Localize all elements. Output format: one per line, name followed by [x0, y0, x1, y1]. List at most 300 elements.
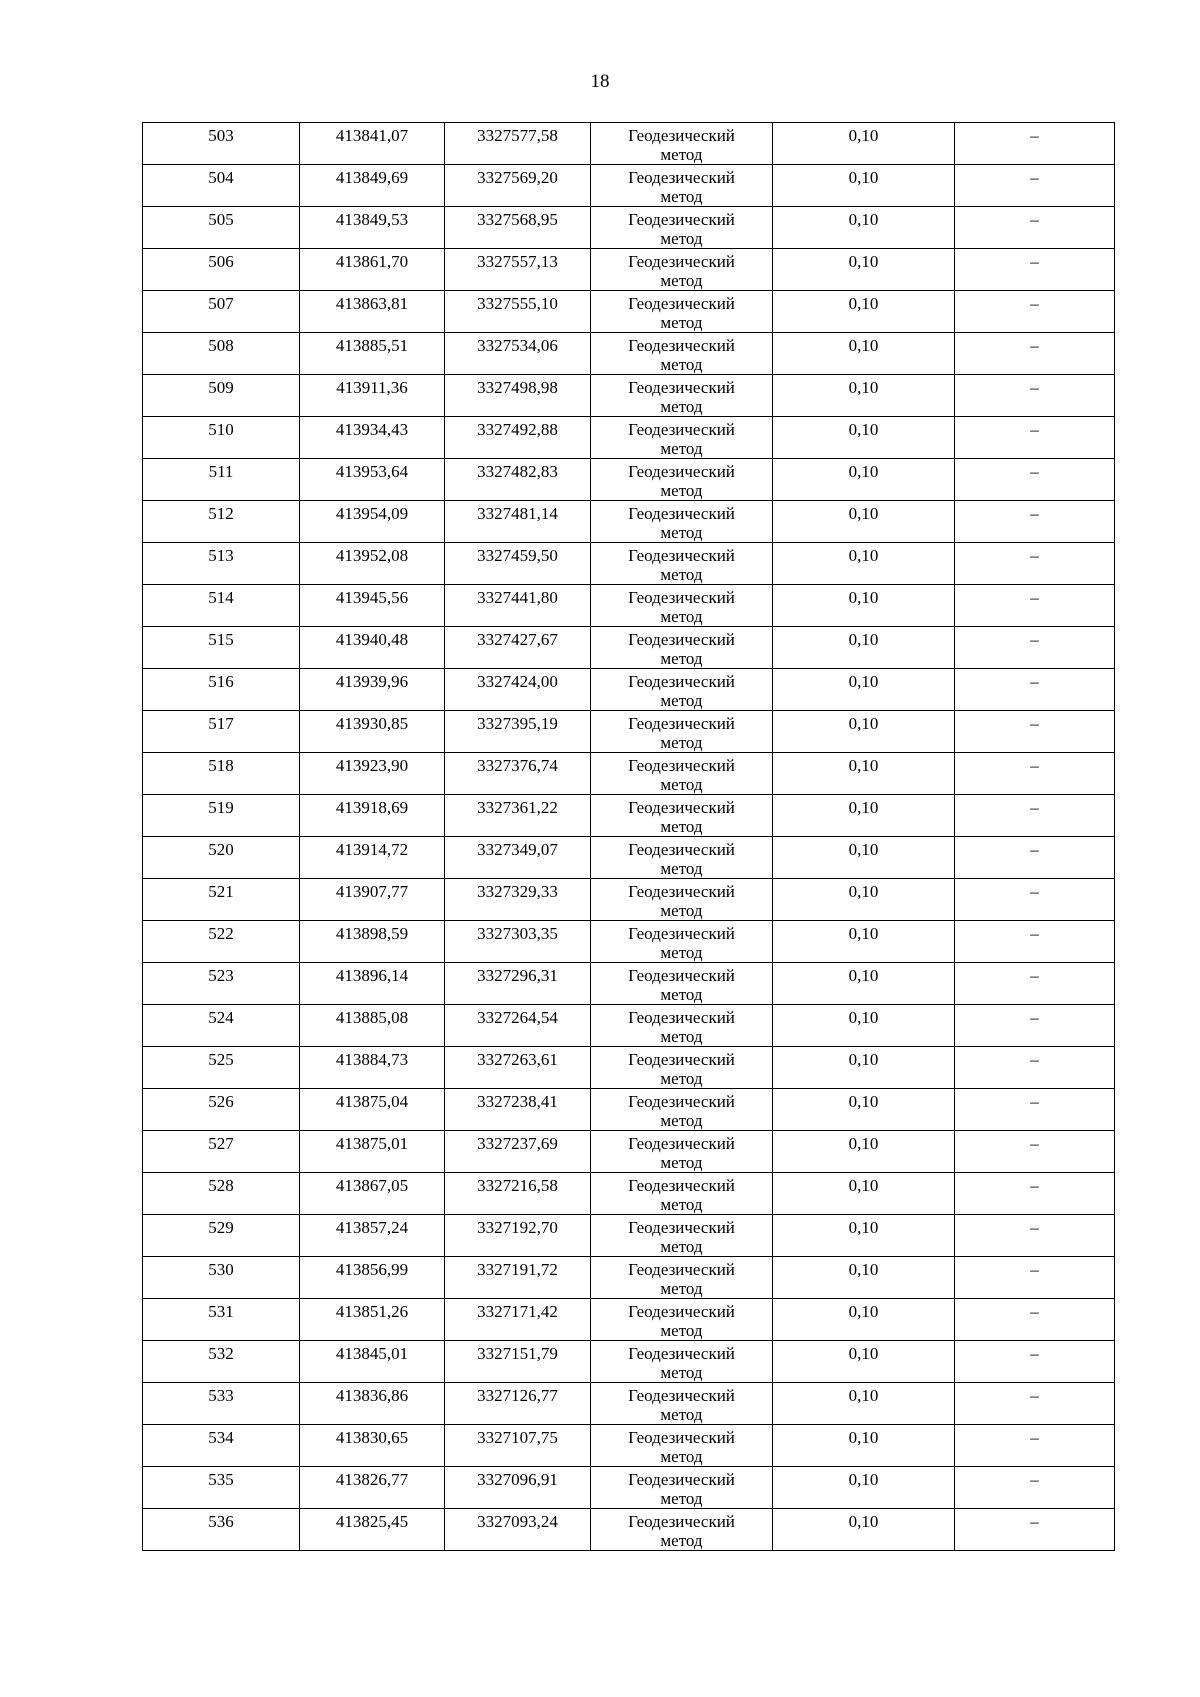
- note-cell: –: [955, 1089, 1115, 1131]
- note-cell: –: [955, 753, 1115, 795]
- method-cell: [591, 1173, 773, 1215]
- table-row: [143, 123, 1115, 165]
- accuracy-cell: 0,10: [773, 1089, 955, 1131]
- table-row: [143, 1299, 1115, 1341]
- y-coordinate-cell: 3327555,10: [445, 291, 591, 333]
- method-text-line1: Геодезический: [628, 126, 735, 145]
- point-number-cell: 513: [143, 543, 300, 585]
- point-number-cell: 532: [143, 1341, 300, 1383]
- method-cell: [591, 249, 773, 291]
- method-cell: [591, 123, 773, 165]
- method-text-line2: метод: [660, 355, 703, 374]
- method-text-line1: Геодезический: [628, 840, 735, 859]
- point-number-cell: 504: [143, 165, 300, 207]
- y-coordinate-cell: 3327376,74: [445, 753, 591, 795]
- table-row: [143, 753, 1115, 795]
- y-coordinate-cell: 3327441,80: [445, 585, 591, 627]
- note-cell: –: [955, 1173, 1115, 1215]
- method-text-line2: метод: [660, 901, 703, 920]
- method-cell: [591, 1467, 773, 1509]
- x-coordinate-cell: 413885,51: [300, 333, 445, 375]
- method-text-line2: метод: [660, 439, 703, 458]
- method-text-line2: метод: [660, 313, 703, 332]
- accuracy-cell: 0,10: [773, 669, 955, 711]
- method-cell: [591, 333, 773, 375]
- method-text-line2: метод: [660, 523, 703, 542]
- point-number-cell: 506: [143, 249, 300, 291]
- method-text-line2: метод: [660, 859, 703, 878]
- table-row: [143, 1425, 1115, 1467]
- method-text-line2: метод: [660, 1489, 703, 1508]
- method-cell: [591, 1509, 773, 1551]
- point-number-cell: 522: [143, 921, 300, 963]
- accuracy-cell: 0,10: [773, 375, 955, 417]
- point-number-cell: 523: [143, 963, 300, 1005]
- accuracy-cell: 0,10: [773, 627, 955, 669]
- note-cell: –: [955, 249, 1115, 291]
- method-text-line1: Геодезический: [628, 1050, 735, 1069]
- point-number-cell: 518: [143, 753, 300, 795]
- table-row: [143, 543, 1115, 585]
- note-cell: –: [955, 501, 1115, 543]
- method-text-line2: метод: [660, 229, 703, 248]
- coordinates-table: [142, 122, 1115, 1551]
- method-text-line1: Геодезический: [628, 1260, 735, 1279]
- method-cell: [591, 1425, 773, 1467]
- note-cell: –: [955, 1047, 1115, 1089]
- method-text-line2: метод: [660, 1195, 703, 1214]
- y-coordinate-cell: 3327191,72: [445, 1257, 591, 1299]
- x-coordinate-cell: 413863,81: [300, 291, 445, 333]
- method-cell: [591, 795, 773, 837]
- point-number-cell: 503: [143, 123, 300, 165]
- method-text-line2: метод: [660, 1447, 703, 1466]
- y-coordinate-cell: 3327534,06: [445, 333, 591, 375]
- accuracy-cell: 0,10: [773, 165, 955, 207]
- method-text-line1: Геодезический: [628, 630, 735, 649]
- x-coordinate-cell: 413861,70: [300, 249, 445, 291]
- point-number-cell: 505: [143, 207, 300, 249]
- accuracy-cell: 0,10: [773, 333, 955, 375]
- y-coordinate-cell: 3327492,88: [445, 417, 591, 459]
- method-text-line2: метод: [660, 1237, 703, 1256]
- method-cell: [591, 459, 773, 501]
- method-text-line1: Геодезический: [628, 378, 735, 397]
- y-coordinate-cell: 3327498,98: [445, 375, 591, 417]
- accuracy-cell: 0,10: [773, 1257, 955, 1299]
- point-number-cell: 510: [143, 417, 300, 459]
- method-text-line2: метод: [660, 607, 703, 626]
- method-cell: [591, 207, 773, 249]
- method-cell: [591, 1131, 773, 1173]
- y-coordinate-cell: 3327329,33: [445, 879, 591, 921]
- x-coordinate-cell: 413857,24: [300, 1215, 445, 1257]
- method-text-line1: Геодезический: [628, 924, 735, 943]
- table-row: [143, 375, 1115, 417]
- y-coordinate-cell: 3327096,91: [445, 1467, 591, 1509]
- point-number-cell: 530: [143, 1257, 300, 1299]
- accuracy-cell: 0,10: [773, 1173, 955, 1215]
- note-cell: –: [955, 1005, 1115, 1047]
- x-coordinate-cell: 413930,85: [300, 711, 445, 753]
- x-coordinate-cell: 413826,77: [300, 1467, 445, 1509]
- x-coordinate-cell: 413825,45: [300, 1509, 445, 1551]
- method-text-line1: Геодезический: [628, 504, 735, 523]
- method-text-line2: метод: [660, 817, 703, 836]
- method-text-line2: метод: [660, 733, 703, 752]
- method-text-line1: Геодезический: [628, 546, 735, 565]
- method-text-line1: Геодезический: [628, 1008, 735, 1027]
- point-number-cell: 536: [143, 1509, 300, 1551]
- method-text-line2: метод: [660, 691, 703, 710]
- note-cell: –: [955, 333, 1115, 375]
- method-text-line1: Геодезический: [628, 714, 735, 733]
- accuracy-cell: 0,10: [773, 1467, 955, 1509]
- x-coordinate-cell: 413939,96: [300, 669, 445, 711]
- y-coordinate-cell: 3327395,19: [445, 711, 591, 753]
- method-cell: [591, 1299, 773, 1341]
- point-number-cell: 528: [143, 1173, 300, 1215]
- coordinates-table-body: [143, 123, 1115, 1551]
- accuracy-cell: 0,10: [773, 459, 955, 501]
- accuracy-cell: 0,10: [773, 1509, 955, 1551]
- table-row: [143, 1131, 1115, 1173]
- x-coordinate-cell: 413898,59: [300, 921, 445, 963]
- y-coordinate-cell: 3327459,50: [445, 543, 591, 585]
- method-text-line2: метод: [660, 1531, 703, 1550]
- accuracy-cell: 0,10: [773, 1425, 955, 1467]
- x-coordinate-cell: 413849,69: [300, 165, 445, 207]
- note-cell: –: [955, 543, 1115, 585]
- method-text-line1: Геодезический: [628, 882, 735, 901]
- y-coordinate-cell: 3327349,07: [445, 837, 591, 879]
- method-text-line1: Геодезический: [628, 1428, 735, 1447]
- accuracy-cell: 0,10: [773, 1131, 955, 1173]
- note-cell: –: [955, 1257, 1115, 1299]
- point-number-cell: 531: [143, 1299, 300, 1341]
- accuracy-cell: 0,10: [773, 249, 955, 291]
- x-coordinate-cell: 413856,99: [300, 1257, 445, 1299]
- method-text-line1: Геодезический: [628, 672, 735, 691]
- accuracy-cell: 0,10: [773, 417, 955, 459]
- x-coordinate-cell: 413884,73: [300, 1047, 445, 1089]
- note-cell: –: [955, 585, 1115, 627]
- accuracy-cell: 0,10: [773, 291, 955, 333]
- table-row: [143, 963, 1115, 1005]
- method-cell: [591, 417, 773, 459]
- note-cell: –: [955, 375, 1115, 417]
- method-text-line2: метод: [660, 145, 703, 164]
- x-coordinate-cell: 413934,43: [300, 417, 445, 459]
- table-row: [143, 459, 1115, 501]
- x-coordinate-cell: 413911,36: [300, 375, 445, 417]
- point-number-cell: 529: [143, 1215, 300, 1257]
- point-number-cell: 526: [143, 1089, 300, 1131]
- table-row: [143, 795, 1115, 837]
- y-coordinate-cell: 3327151,79: [445, 1341, 591, 1383]
- x-coordinate-cell: 413945,56: [300, 585, 445, 627]
- table-row: [143, 501, 1115, 543]
- note-cell: –: [955, 207, 1115, 249]
- point-number-cell: 534: [143, 1425, 300, 1467]
- table-row: [143, 1341, 1115, 1383]
- accuracy-cell: 0,10: [773, 585, 955, 627]
- table-row: [143, 1005, 1115, 1047]
- method-cell: [591, 753, 773, 795]
- method-cell: [591, 879, 773, 921]
- table-row: [143, 165, 1115, 207]
- method-cell: [591, 1089, 773, 1131]
- method-cell: [591, 669, 773, 711]
- note-cell: –: [955, 1509, 1115, 1551]
- y-coordinate-cell: 3327427,67: [445, 627, 591, 669]
- note-cell: –: [955, 1467, 1115, 1509]
- table-row: [143, 921, 1115, 963]
- method-text-line1: Геодезический: [628, 1344, 735, 1363]
- y-coordinate-cell: 3327171,42: [445, 1299, 591, 1341]
- method-text-line1: Геодезический: [628, 756, 735, 775]
- table-row: [143, 837, 1115, 879]
- note-cell: –: [955, 879, 1115, 921]
- method-text-line2: метод: [660, 985, 703, 1004]
- method-cell: [591, 165, 773, 207]
- accuracy-cell: 0,10: [773, 921, 955, 963]
- method-text-line2: метод: [660, 1279, 703, 1298]
- method-cell: [591, 585, 773, 627]
- method-text-line1: Геодезический: [628, 1512, 735, 1531]
- y-coordinate-cell: 3327216,58: [445, 1173, 591, 1215]
- accuracy-cell: 0,10: [773, 711, 955, 753]
- y-coordinate-cell: 3327107,75: [445, 1425, 591, 1467]
- note-cell: –: [955, 417, 1115, 459]
- y-coordinate-cell: 3327557,13: [445, 249, 591, 291]
- x-coordinate-cell: 413923,90: [300, 753, 445, 795]
- y-coordinate-cell: 3327126,77: [445, 1383, 591, 1425]
- method-text-line1: Геодезический: [628, 252, 735, 271]
- x-coordinate-cell: 413845,01: [300, 1341, 445, 1383]
- method-text-line2: метод: [660, 1405, 703, 1424]
- x-coordinate-cell: 413954,09: [300, 501, 445, 543]
- method-cell: [591, 1257, 773, 1299]
- table-row: [143, 291, 1115, 333]
- accuracy-cell: 0,10: [773, 837, 955, 879]
- method-text-line1: Геодезический: [628, 1092, 735, 1111]
- y-coordinate-cell: 3327361,22: [445, 795, 591, 837]
- method-text-line2: метод: [660, 397, 703, 416]
- method-cell: [591, 291, 773, 333]
- note-cell: –: [955, 1383, 1115, 1425]
- page-number: 18: [590, 71, 610, 92]
- method-text-line1: Геодезический: [628, 798, 735, 817]
- point-number-cell: 520: [143, 837, 300, 879]
- x-coordinate-cell: 413896,14: [300, 963, 445, 1005]
- method-text-line1: Геодезический: [628, 1134, 735, 1153]
- point-number-cell: 527: [143, 1131, 300, 1173]
- y-coordinate-cell: 3327093,24: [445, 1509, 591, 1551]
- point-number-cell: 514: [143, 585, 300, 627]
- x-coordinate-cell: 413841,07: [300, 123, 445, 165]
- method-cell: [591, 1215, 773, 1257]
- accuracy-cell: 0,10: [773, 795, 955, 837]
- point-number-cell: 521: [143, 879, 300, 921]
- method-cell: [591, 711, 773, 753]
- note-cell: –: [955, 921, 1115, 963]
- y-coordinate-cell: 3327237,69: [445, 1131, 591, 1173]
- table-row: [143, 207, 1115, 249]
- point-number-cell: 512: [143, 501, 300, 543]
- x-coordinate-cell: 413918,69: [300, 795, 445, 837]
- note-cell: –: [955, 459, 1115, 501]
- table-row: [143, 879, 1115, 921]
- table-row: [143, 1173, 1115, 1215]
- x-coordinate-cell: 413952,08: [300, 543, 445, 585]
- table-row: [143, 711, 1115, 753]
- table-row: [143, 417, 1115, 459]
- accuracy-cell: 0,10: [773, 123, 955, 165]
- method-cell: [591, 921, 773, 963]
- point-number-cell: 519: [143, 795, 300, 837]
- table-row: [143, 669, 1115, 711]
- y-coordinate-cell: 3327296,31: [445, 963, 591, 1005]
- point-number-cell: 517: [143, 711, 300, 753]
- y-coordinate-cell: 3327424,00: [445, 669, 591, 711]
- method-text-line2: метод: [660, 1111, 703, 1130]
- point-number-cell: 524: [143, 1005, 300, 1047]
- method-text-line1: Геодезический: [628, 1470, 735, 1489]
- point-number-cell: 507: [143, 291, 300, 333]
- y-coordinate-cell: 3327482,83: [445, 459, 591, 501]
- table-row: [143, 333, 1115, 375]
- method-text-line2: метод: [660, 187, 703, 206]
- table-row: [143, 1509, 1115, 1551]
- method-text-line2: метод: [660, 565, 703, 584]
- method-text-line1: Геодезический: [628, 1386, 735, 1405]
- method-text-line1: Геодезический: [628, 1302, 735, 1321]
- method-text-line2: метод: [660, 1153, 703, 1172]
- method-text-line2: метод: [660, 1321, 703, 1340]
- y-coordinate-cell: 3327303,35: [445, 921, 591, 963]
- note-cell: –: [955, 837, 1115, 879]
- method-cell: [591, 963, 773, 1005]
- method-text-line2: метод: [660, 271, 703, 290]
- x-coordinate-cell: 413907,77: [300, 879, 445, 921]
- method-text-line2: метод: [660, 775, 703, 794]
- accuracy-cell: 0,10: [773, 1215, 955, 1257]
- x-coordinate-cell: 413849,53: [300, 207, 445, 249]
- method-text-line1: Геодезический: [628, 1176, 735, 1195]
- accuracy-cell: 0,10: [773, 753, 955, 795]
- point-number-cell: 516: [143, 669, 300, 711]
- x-coordinate-cell: 413830,65: [300, 1425, 445, 1467]
- accuracy-cell: 0,10: [773, 1005, 955, 1047]
- point-number-cell: 535: [143, 1467, 300, 1509]
- note-cell: –: [955, 1341, 1115, 1383]
- x-coordinate-cell: 413867,05: [300, 1173, 445, 1215]
- y-coordinate-cell: 3327238,41: [445, 1089, 591, 1131]
- point-number-cell: 508: [143, 333, 300, 375]
- y-coordinate-cell: 3327568,95: [445, 207, 591, 249]
- table-row: [143, 1089, 1115, 1131]
- accuracy-cell: 0,10: [773, 1299, 955, 1341]
- note-cell: –: [955, 1425, 1115, 1467]
- y-coordinate-cell: 3327569,20: [445, 165, 591, 207]
- y-coordinate-cell: 3327481,14: [445, 501, 591, 543]
- table-row: [143, 1215, 1115, 1257]
- method-text-line1: Геодезический: [628, 420, 735, 439]
- accuracy-cell: 0,10: [773, 207, 955, 249]
- note-cell: –: [955, 711, 1115, 753]
- note-cell: –: [955, 627, 1115, 669]
- accuracy-cell: 0,10: [773, 963, 955, 1005]
- accuracy-cell: 0,10: [773, 1341, 955, 1383]
- point-number-cell: 525: [143, 1047, 300, 1089]
- method-text-line2: метод: [660, 1363, 703, 1382]
- y-coordinate-cell: 3327192,70: [445, 1215, 591, 1257]
- x-coordinate-cell: 413851,26: [300, 1299, 445, 1341]
- note-cell: –: [955, 123, 1115, 165]
- x-coordinate-cell: 413940,48: [300, 627, 445, 669]
- x-coordinate-cell: 413885,08: [300, 1005, 445, 1047]
- accuracy-cell: 0,10: [773, 543, 955, 585]
- table-row: [143, 585, 1115, 627]
- point-number-cell: 515: [143, 627, 300, 669]
- table-row: [143, 1383, 1115, 1425]
- y-coordinate-cell: 3327264,54: [445, 1005, 591, 1047]
- point-number-cell: 509: [143, 375, 300, 417]
- method-text-line1: Геодезический: [628, 966, 735, 985]
- accuracy-cell: 0,10: [773, 501, 955, 543]
- method-text-line1: Геодезический: [628, 294, 735, 313]
- method-cell: [591, 627, 773, 669]
- method-cell: [591, 375, 773, 417]
- y-coordinate-cell: 3327577,58: [445, 123, 591, 165]
- method-cell: [591, 1005, 773, 1047]
- accuracy-cell: 0,10: [773, 1047, 955, 1089]
- note-cell: –: [955, 669, 1115, 711]
- method-text-line2: метод: [660, 481, 703, 500]
- method-text-line2: метод: [660, 943, 703, 962]
- method-cell: [591, 1047, 773, 1089]
- method-cell: [591, 837, 773, 879]
- table-row: [143, 627, 1115, 669]
- x-coordinate-cell: 413914,72: [300, 837, 445, 879]
- method-text-line1: Геодезический: [628, 462, 735, 481]
- note-cell: –: [955, 1299, 1115, 1341]
- method-text-line1: Геодезический: [628, 1218, 735, 1237]
- table-row: [143, 1257, 1115, 1299]
- method-cell: [591, 1383, 773, 1425]
- table-row: [143, 1047, 1115, 1089]
- y-coordinate-cell: 3327263,61: [445, 1047, 591, 1089]
- x-coordinate-cell: 413836,86: [300, 1383, 445, 1425]
- note-cell: –: [955, 291, 1115, 333]
- note-cell: –: [955, 165, 1115, 207]
- method-text-line2: метод: [660, 649, 703, 668]
- method-cell: [591, 1341, 773, 1383]
- method-text-line1: Геодезический: [628, 168, 735, 187]
- method-text-line1: Геодезический: [628, 210, 735, 229]
- method-cell: [591, 543, 773, 585]
- accuracy-cell: 0,10: [773, 879, 955, 921]
- method-text-line1: Геодезический: [628, 336, 735, 355]
- x-coordinate-cell: 413875,04: [300, 1089, 445, 1131]
- x-coordinate-cell: 413953,64: [300, 459, 445, 501]
- method-text-line2: метод: [660, 1069, 703, 1088]
- method-text-line1: Геодезический: [628, 588, 735, 607]
- note-cell: –: [955, 963, 1115, 1005]
- note-cell: –: [955, 1131, 1115, 1173]
- x-coordinate-cell: 413875,01: [300, 1131, 445, 1173]
